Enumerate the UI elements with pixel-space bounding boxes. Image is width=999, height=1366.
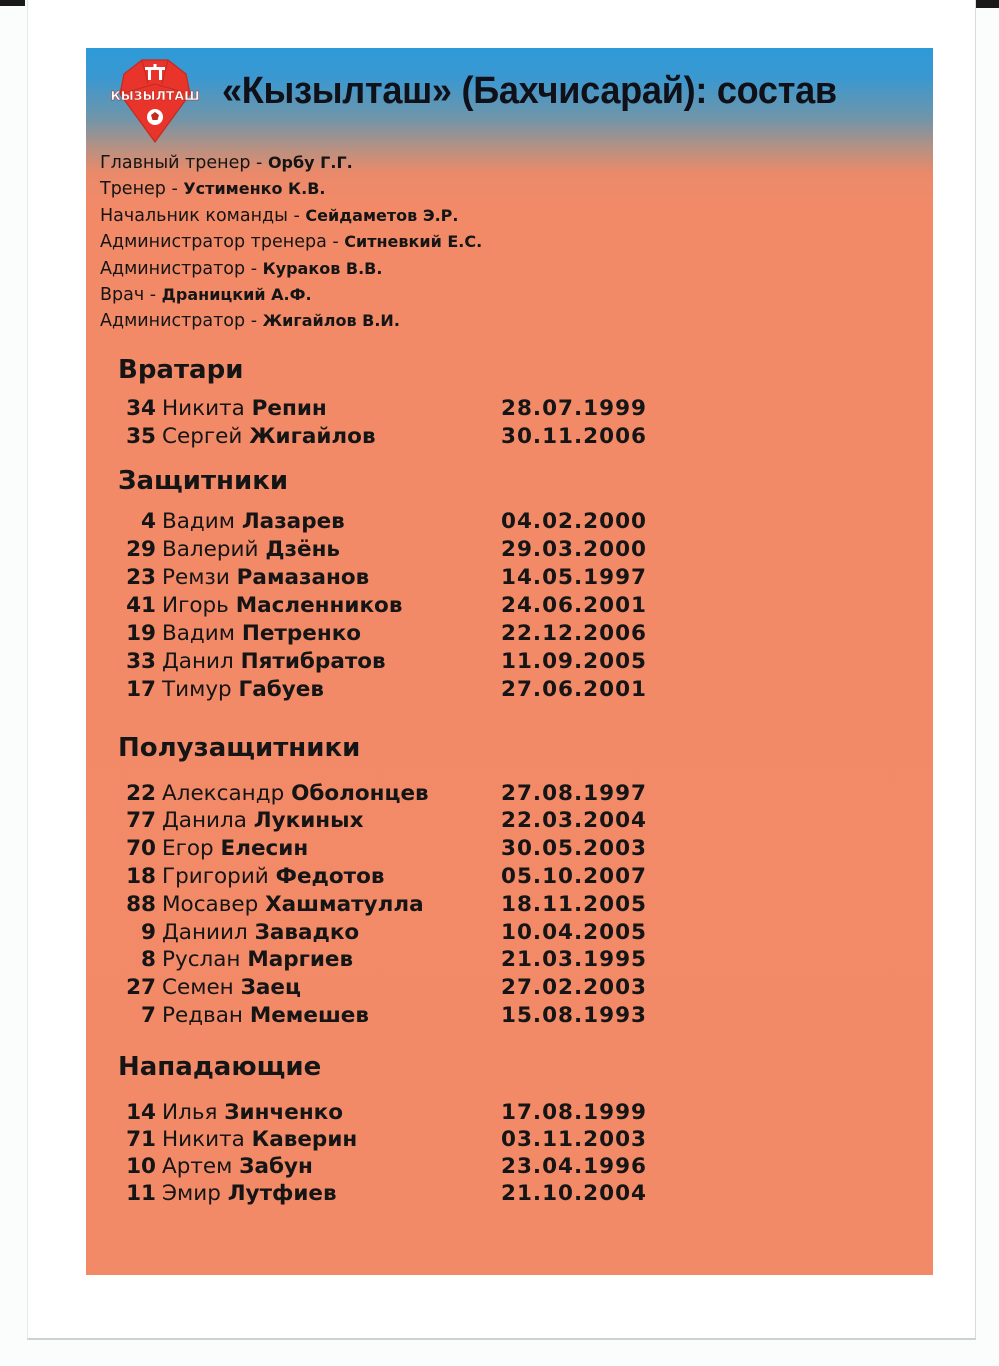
player-row — [121, 396, 661, 424]
player-last-name: Лазарев — [241, 509, 345, 534]
player-number: 88 — [126, 892, 156, 917]
player-last-name: Оболонцев — [291, 781, 429, 806]
player-number: 77 — [126, 808, 156, 833]
player-last-name: Мемешев — [249, 1003, 369, 1028]
svg-text:КЫЗЫЛТАШ: КЫЗЫЛТАШ — [110, 88, 200, 103]
staff-role: Тренер — [100, 179, 166, 200]
player-row — [121, 537, 661, 565]
player-birth-date: 03.11.2003 — [501, 1127, 648, 1152]
player-birth-date: 23.04.1996 — [501, 1154, 648, 1179]
staff-row — [100, 256, 482, 282]
section-title: Защитники — [118, 466, 289, 496]
player-row — [121, 781, 661, 809]
player-number: 14 — [126, 1100, 156, 1125]
player-birth-date: 11.09.2005 — [501, 649, 648, 674]
player-number: 27 — [126, 975, 156, 1000]
player-last-name: Завадко — [254, 920, 360, 945]
staff-role: Главный тренер — [100, 153, 251, 173]
player-first-name: Сергей — [162, 424, 243, 449]
staff-row — [100, 176, 482, 202]
player-last-name: Дзёнь — [265, 537, 341, 562]
player-last-name: Лутфиев — [227, 1181, 337, 1206]
player-first-name: Данила — [162, 808, 247, 833]
player-number: 41 — [126, 593, 156, 618]
player-number: 18 — [126, 864, 156, 889]
player-number: 23 — [126, 565, 156, 590]
player-first-name: Игорь — [162, 593, 229, 618]
player-number: 7 — [141, 1003, 156, 1028]
player-last-name: Маргиев — [247, 947, 354, 972]
player-first-name: Валерий — [162, 537, 259, 562]
staff-separator: - — [144, 284, 162, 305]
player-first-name: Даниил — [162, 920, 248, 945]
player-number: 29 — [126, 537, 156, 562]
player-birth-date: 21.10.2004 — [501, 1181, 648, 1206]
player-last-name: Габуев — [238, 677, 324, 702]
player-first-name: Ремзи — [162, 565, 230, 590]
scan-edge-shadow — [0, 0, 25, 6]
page-title: «Кызылташ» (Бахчисарай): состав — [222, 70, 837, 112]
player-birth-date: 10.04.2005 — [501, 920, 648, 945]
player-first-name: Данил — [162, 649, 234, 674]
player-number: 33 — [126, 649, 156, 674]
staff-name: Ситневкий Е.С. — [344, 232, 483, 252]
player-last-name: Каверин — [251, 1127, 358, 1152]
player-row — [121, 509, 661, 537]
player-number: 35 — [126, 424, 156, 449]
section-title: Нападающие — [118, 1052, 322, 1082]
player-birth-date: 24.06.2001 — [501, 593, 648, 618]
player-birth-date: 30.11.2006 — [501, 424, 648, 449]
player-row — [121, 424, 661, 452]
player-first-name: Григорий — [162, 864, 269, 889]
player-first-name: Егор — [162, 836, 214, 861]
player-row — [121, 1100, 661, 1128]
player-number: 22 — [126, 781, 156, 806]
player-last-name: Лукиных — [253, 808, 364, 833]
staff-list — [100, 150, 482, 335]
player-birth-date: 27.02.2003 — [501, 975, 648, 1000]
player-number: 8 — [141, 947, 156, 972]
player-first-name: Илья — [162, 1100, 218, 1125]
staff-row — [100, 308, 482, 334]
staff-separator: - — [326, 232, 345, 253]
player-row — [121, 593, 661, 621]
player-birth-date: 04.02.2000 — [501, 509, 648, 534]
staff-name: Кураков В.В. — [262, 258, 383, 278]
player-row — [121, 677, 661, 705]
player-last-name: Жигайлов — [249, 424, 376, 449]
staff-role: Начальник команды — [100, 205, 288, 226]
staff-role: Администратор — [100, 258, 246, 279]
player-row — [121, 836, 661, 864]
player-first-name: Эмир — [162, 1181, 221, 1206]
player-number: 10 — [126, 1154, 156, 1179]
player-first-name: Мосавер — [162, 892, 259, 917]
player-birth-date: 29.03.2000 — [501, 537, 648, 562]
player-last-name: Забун — [239, 1154, 313, 1179]
player-birth-date: 17.08.1999 — [501, 1100, 648, 1125]
staff-separator: - — [165, 179, 184, 200]
staff-separator: - — [245, 258, 263, 279]
player-first-name: Руслан — [162, 947, 241, 972]
player-row — [121, 864, 661, 892]
player-number: 19 — [126, 621, 156, 646]
club-logo-icon — [110, 54, 200, 144]
player-row — [121, 947, 661, 975]
player-last-name: Репин — [251, 396, 327, 421]
scan-edge-shadow — [973, 0, 999, 8]
player-number: 4 — [141, 509, 156, 534]
player-first-name: Семен — [162, 975, 234, 1000]
staff-name: Драницкий А.Ф. — [161, 284, 312, 304]
player-row — [121, 892, 661, 920]
player-row — [121, 1154, 661, 1182]
player-first-name: Никита — [162, 1127, 245, 1152]
player-row — [121, 1181, 661, 1209]
staff-separator: - — [287, 205, 306, 226]
player-birth-date: 05.10.2007 — [501, 864, 648, 889]
section-title: Вратари — [118, 355, 244, 385]
player-first-name: Тимур — [162, 677, 232, 702]
player-last-name: Хашматулла — [265, 892, 424, 917]
player-last-name: Зинченко — [224, 1100, 344, 1125]
staff-name: Орбу Г.Г. — [267, 153, 353, 172]
player-number: 9 — [141, 920, 156, 945]
player-first-name: Редван — [162, 1003, 243, 1028]
player-row — [121, 920, 661, 948]
player-first-name: Александр — [162, 781, 285, 806]
player-birth-date: 27.06.2001 — [501, 677, 648, 702]
player-last-name: Елесин — [220, 836, 309, 861]
player-row — [121, 975, 661, 1003]
player-last-name: Масленников — [235, 593, 403, 618]
staff-row — [100, 203, 482, 229]
staff-name: Жигайлов В.И. — [262, 311, 400, 331]
player-row — [121, 1127, 661, 1155]
player-birth-date: 14.05.1997 — [501, 565, 648, 590]
player-row — [121, 565, 661, 593]
player-row — [121, 1003, 661, 1031]
player-birth-date: 27.08.1997 — [501, 781, 648, 806]
player-row — [121, 808, 661, 836]
staff-row — [100, 229, 482, 255]
section-title: Полузащитники — [118, 733, 361, 763]
staff-separator: - — [245, 311, 263, 332]
staff-row — [100, 150, 482, 176]
player-number: 70 — [126, 836, 156, 861]
player-birth-date: 21.03.1995 — [501, 947, 648, 972]
player-number: 17 — [126, 677, 156, 702]
staff-name: Сейдаметов Э.Р. — [305, 205, 459, 225]
staff-role: Администратор тренера — [100, 232, 327, 253]
player-first-name: Артем — [162, 1154, 233, 1179]
player-number: 71 — [126, 1127, 156, 1152]
staff-role: Администратор — [100, 311, 246, 332]
player-first-name: Вадим — [162, 621, 235, 646]
player-last-name: Федотов — [275, 864, 385, 889]
staff-role: Врач — [100, 284, 145, 305]
player-number: 11 — [126, 1181, 156, 1206]
player-row — [121, 621, 661, 649]
player-birth-date: 30.05.2003 — [501, 836, 648, 861]
player-birth-date: 28.07.1999 — [501, 396, 648, 421]
player-birth-date: 18.11.2005 — [501, 892, 648, 917]
player-last-name: Заец — [240, 975, 301, 1000]
player-birth-date: 22.12.2006 — [501, 621, 648, 646]
football-icon — [147, 109, 163, 125]
player-last-name: Рамазанов — [236, 565, 370, 590]
player-first-name: Вадим — [162, 509, 235, 534]
player-birth-date: 15.08.1993 — [501, 1003, 648, 1028]
player-number: 34 — [126, 396, 156, 421]
staff-row — [100, 282, 482, 308]
player-last-name: Петренко — [241, 621, 362, 646]
player-row — [121, 649, 661, 677]
player-birth-date: 22.03.2004 — [501, 808, 648, 833]
staff-name: Устименко К.В. — [183, 179, 326, 199]
staff-separator: - — [250, 153, 268, 173]
player-last-name: Пятибратов — [240, 649, 386, 674]
player-first-name: Никита — [162, 396, 245, 421]
